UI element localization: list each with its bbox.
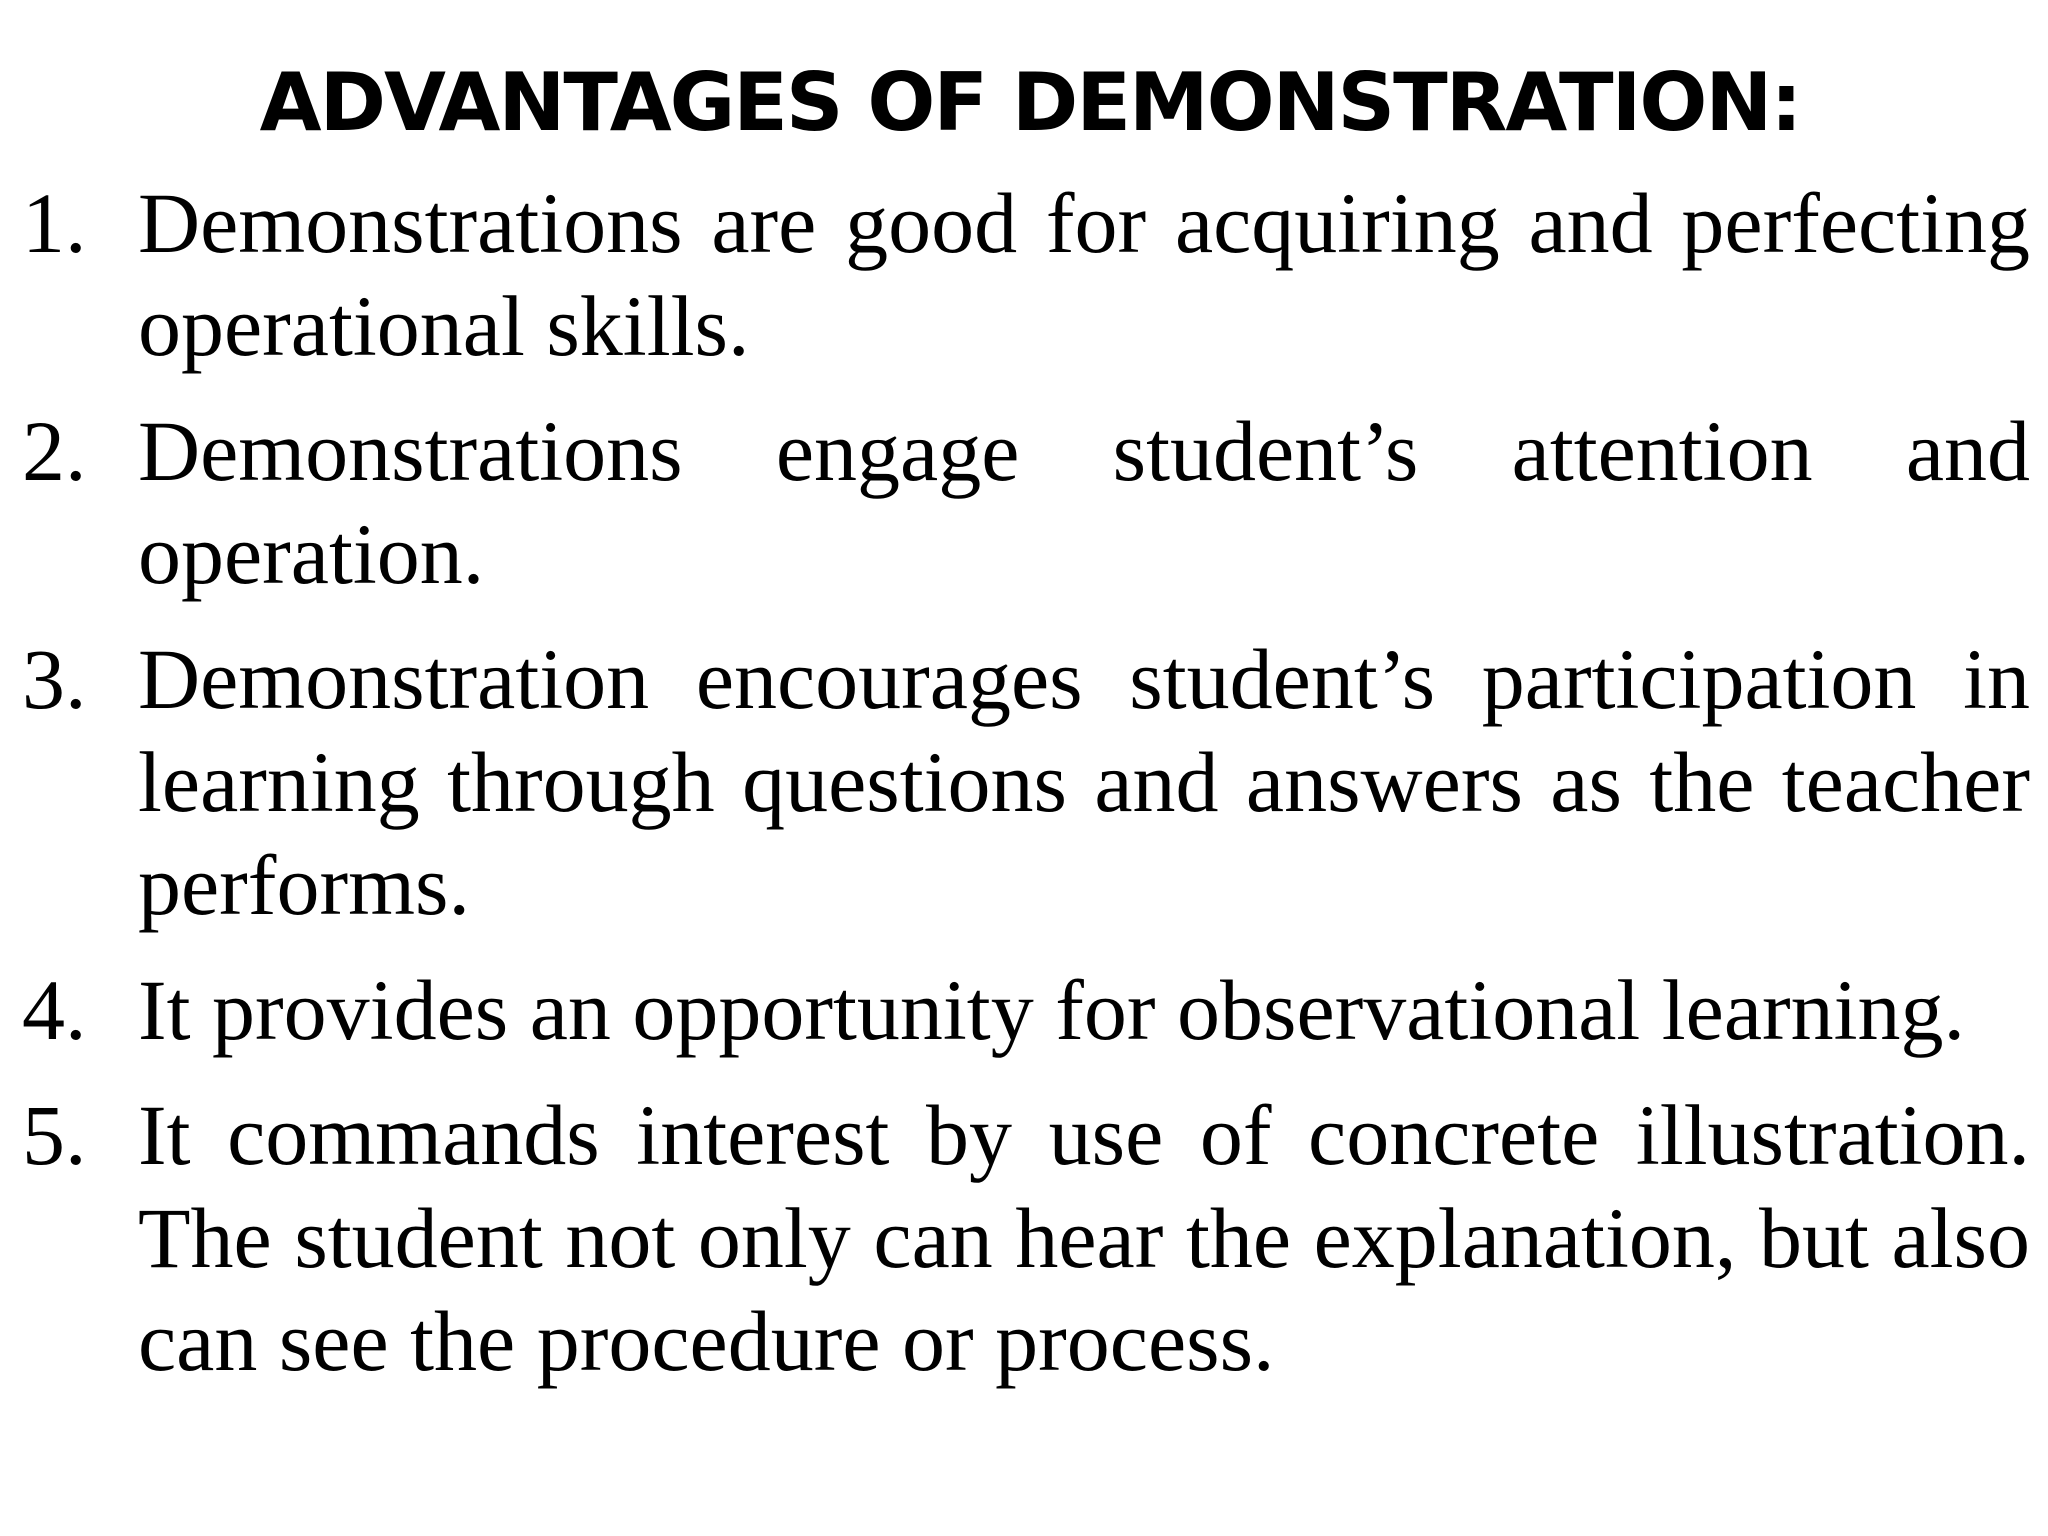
- item-text: Demonstrations are good for acquiring and perfecting operational skills.: [138, 175, 2030, 374]
- list-item: [0, 400, 2030, 606]
- item-number: 2.: [22, 403, 87, 499]
- item-text: Demonstrations engage student’s attention and operation.: [138, 403, 2030, 602]
- item-text: It provides an opportunity for observational learning.: [138, 962, 1966, 1058]
- item-text: It commands interest by use of concrete illustration. The student not only can hear the explanation, but also can see the procedure or process.: [138, 1087, 2030, 1389]
- slide-title: ADVANTAGES OF DEMONSTRATION:: [259, 56, 1801, 149]
- advantages-list: [0, 172, 2030, 1415]
- list-item: [0, 172, 2030, 378]
- list-item: [0, 959, 2030, 1062]
- item-text: Demonstration encourages student’s participation in learning through questions and answers as the teacher performs.: [138, 631, 2030, 933]
- item-number: 5.: [22, 1087, 87, 1183]
- item-number: 1.: [22, 175, 87, 271]
- item-number: 3.: [22, 631, 87, 727]
- list-item: [0, 628, 2030, 937]
- list-item: [0, 1084, 2030, 1393]
- item-number: 4.: [22, 962, 87, 1058]
